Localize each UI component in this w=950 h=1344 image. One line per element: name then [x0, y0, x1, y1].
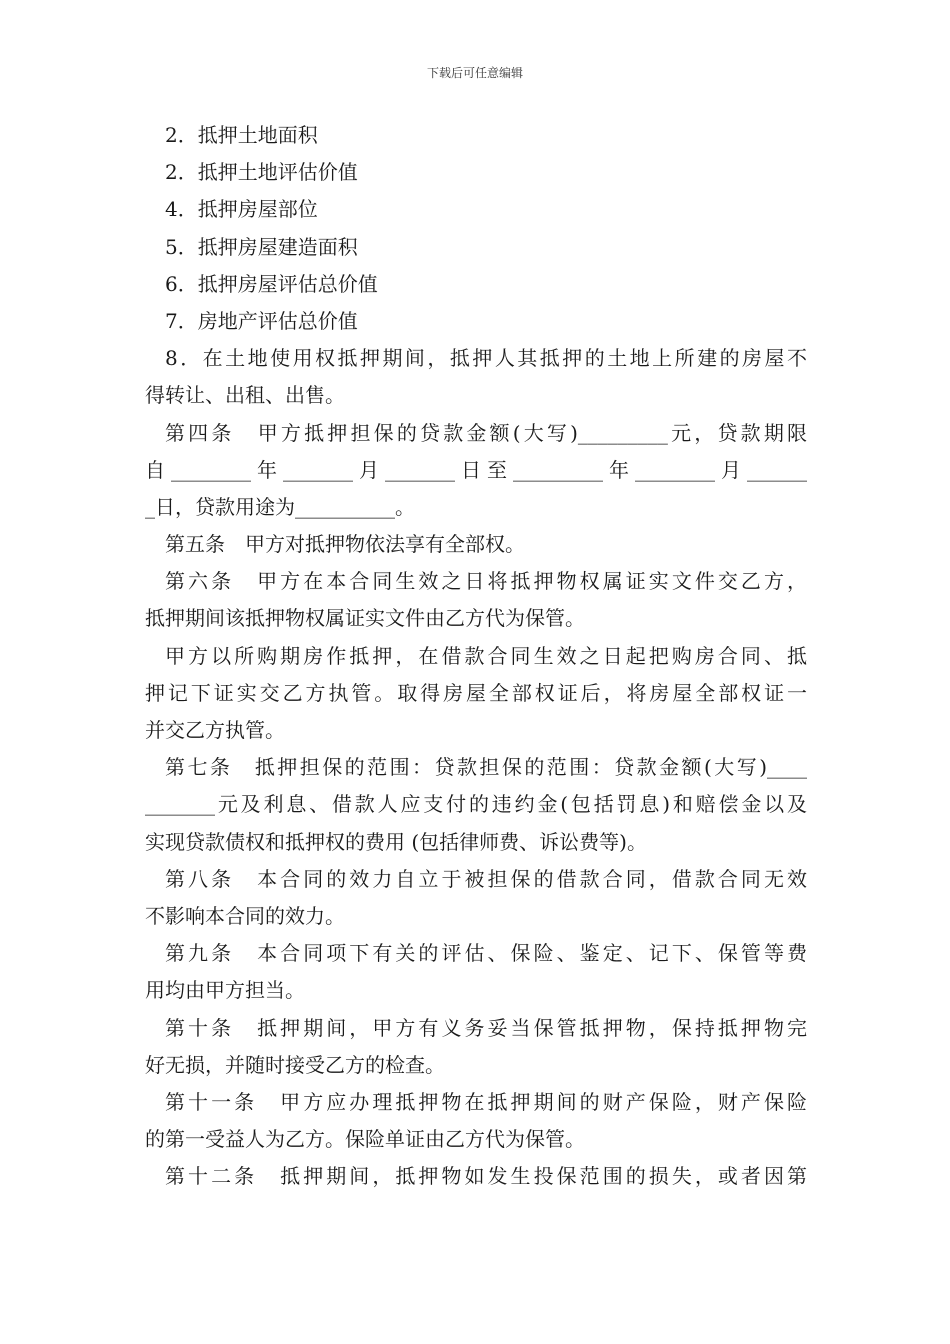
text-line: 的第一受益人为乙方。保险单证由乙方代为保管。 [145, 1127, 585, 1152]
text-line: 用均由甲方担当。 [145, 978, 305, 1003]
text-line: 第十条 抵押期间，甲方有义务妥当保管抵押物，保持抵押物完 [165, 1015, 807, 1040]
text-line: 得转让、出租、出售。 [145, 383, 345, 408]
text-line: 并交乙方执管。 [145, 718, 285, 742]
text-line: 2．抵押土地面积 [165, 123, 318, 147]
text-line: 4．抵押房屋部位 [165, 197, 318, 222]
text-line: 第六条 甲方在本合同生效之日将抵押物权属证实文件交乙方， [165, 569, 807, 594]
text-line: 第七条 抵押担保的范围：贷款担保的范围：贷款金额(大写)____ [165, 755, 807, 780]
text-line: 第四条 甲方抵押担保的贷款金额(大写)_________元，贷款期限 [165, 420, 807, 445]
text-line: 5．抵押房屋建造面积 [165, 234, 358, 259]
text-line: 8．在土地使用权抵押期间，抵押人其抵押的土地上所建的房屋不 [165, 346, 807, 371]
text-line: 第五条 甲方对抵押物依法享有全部权。 [165, 532, 525, 557]
text-line: 自________年_______月_______日至_________年________月______ [145, 457, 807, 482]
text-line: 甲方以所购期房作抵押，在借款合同生效之日起把购房合同、抵 [165, 643, 807, 668]
document-body [145, 117, 807, 1195]
text-line: 2．抵押土地评估价值 [165, 160, 358, 185]
text-line: 第十二条 抵押期间，抵押物如发生投保范围的损失，或者因第 [165, 1164, 807, 1189]
text-line: 6．抵押房屋评估总价值 [165, 271, 378, 296]
text-line: 好无损，并随时接受乙方的检查。 [145, 1052, 445, 1077]
text-line: _______元及利息、借款人应支付的违约金(包括罚息)和赔偿金以及 [145, 792, 807, 817]
text-line: 实现贷款债权和抵押权的费用 (包括律师费、诉讼费等)。 [145, 829, 647, 854]
page-header: 下载后可任意编辑 [426, 66, 523, 80]
text-line: 第九条 本合同项下有关的评估、保险、鉴定、记下、保管等费 [165, 941, 807, 966]
text-line: 不影响本合同的效力。 [145, 903, 345, 928]
text-line: 第八条 本合同的效力自立于被担保的借款合同，借款合同无效 [165, 866, 807, 891]
text-line: 抵押期间该抵押物权属证实文件由乙方代为保管。 [145, 606, 585, 631]
text-line: 7．房地产评估总价值 [165, 308, 358, 333]
text-line: _日，贷款用途为__________。 [145, 494, 415, 519]
text-line: 第十一条 甲方应办理抵押物在抵押期间的财产保险，财产保险 [165, 1089, 807, 1114]
text-line: 押记下证实交乙方执管。取得房屋全部权证后，将房屋全部权证一 [145, 680, 807, 705]
